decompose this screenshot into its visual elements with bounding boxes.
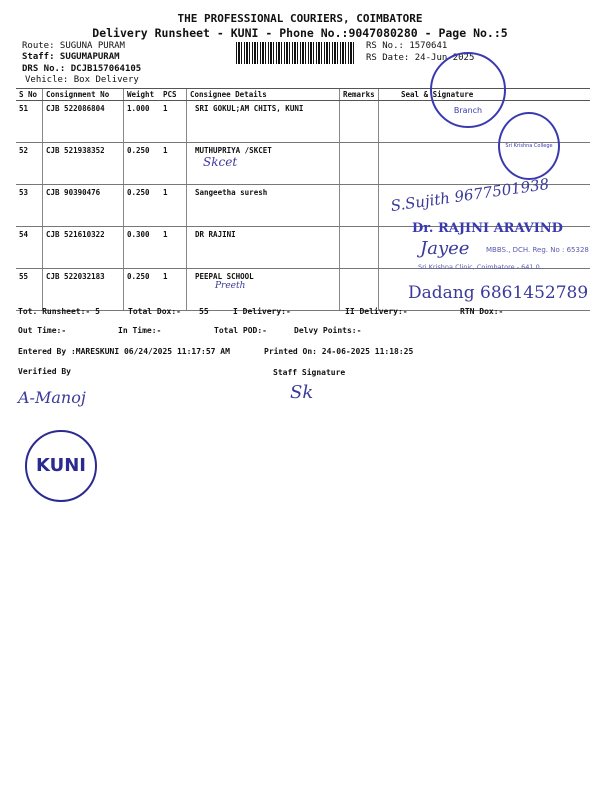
printed-on: Printed On: 24-06-2025 11:18:25 [264,347,414,356]
total-pod: Total POD:- [214,326,267,335]
pcs: 1 [160,101,187,143]
verified-by-label: Verified By [18,367,71,376]
pcs: 1 [160,143,187,185]
i-delivery: I Delivery:- [233,307,291,316]
runsheet-table [16,88,590,311]
remarks [340,101,379,143]
weight: 0.300 [124,227,161,269]
entered-by: Entered By :MARESKUNI 06/24/2025 11:17:57 AM [18,347,230,356]
staff-signature: Sk [290,382,314,403]
pcs: 1 [160,185,187,227]
sno: 55 [16,269,43,311]
consignee: Sangeetha suresh [187,185,340,227]
company-title: THE PROFESSIONAL COURIERS, COIMBATORE [177,12,423,25]
route: Route: SUGUNA PURAM [22,41,125,51]
consignee-name: PEEPAL SCHOOL [195,272,254,281]
consignee: DR RAJINI [187,227,340,269]
kuni-stamp: KUNI [25,430,97,502]
handwritten-note: Preeth [215,281,246,291]
in-time: In Time:- [118,326,162,335]
sno: 53 [16,185,43,227]
pcs: 1 [160,227,187,269]
doctor-stamp-name: Dr. RAJINI ARAVIND [412,221,563,236]
weight: 0.250 [124,185,161,227]
col-consignee: Consignee Details [187,89,340,101]
runsheet-subtitle: Delivery Runsheet - KUNI - Phone No.:9047080280 - Page No.:5 [92,26,508,40]
remarks [340,269,379,311]
signature-row-55: Dadang 6861452789 [408,283,589,303]
sno: 51 [16,101,43,143]
consignment-no: CJB 521938352 [43,143,124,185]
pcs: 1 [160,269,187,311]
ii-delivery: II Delivery:- [345,307,408,316]
consignment-no: CJB 521610322 [43,227,124,269]
staff: Staff: SUGUMAPURAM [22,52,120,62]
consignee-name: MUTHUPRIYA /SKCET [195,146,272,155]
doctor-stamp-reg: MBBS., DCH. Reg. No : 65328 [486,246,589,254]
delvy-points: Delvy Points:- [294,326,362,335]
weight: 1.000 [124,101,161,143]
out-time: Out Time:- [18,326,67,335]
signature-row-53: S.Sujith 9677501938 [389,174,551,216]
college-seal-stamp: Sri Krishna College [498,112,560,180]
col-remarks: Remarks [340,89,379,101]
col-seal: Seal & Signature [379,89,591,101]
rtn-dox: RTN Dox:- [460,307,504,316]
rs-no: RS No.: 1570641 [366,41,448,51]
col-pcs: PCS [160,89,187,101]
verified-signature: A-Manoj [18,388,86,407]
sno: 52 [16,143,43,185]
tot-runsheet: Tot. Runsheet:- 5 [18,307,100,316]
consignee [187,269,340,311]
col-sno: S No [16,89,43,101]
weight: 0.250 [124,143,161,185]
remarks [340,143,379,185]
staff-signature-label: Staff Signature [273,368,346,377]
remarks [340,227,379,269]
consignment-no: CJB 90390476 [43,185,124,227]
handwritten-note: Skcet [203,155,238,169]
consignment-no: CJB 522086804 [43,101,124,143]
col-consignment: Consignment No [43,89,124,101]
doctor-stamp-clinic: Sri Krishna Clinic, Coimbatore - 641 0.. [418,263,544,271]
weight: 0.250 [124,269,161,311]
total-dox-label: Total Dox:- [128,307,181,316]
remarks [340,185,379,227]
consignee: SRI GOKUL;AM CHITS, KUNI [187,101,340,143]
consignee [187,143,340,185]
total-dox: 55 [199,307,209,316]
vehicle: Vehicle: Box Delivery [25,75,139,85]
sno: 54 [16,227,43,269]
consignment-no: CJB 522032183 [43,269,124,311]
barcode [236,42,356,64]
branch-seal-stamp: Branch [430,52,506,128]
drs-no: DRS No.: DCJB157064105 [22,64,142,74]
rs-date: RS Date: 24-Jun-2025 [366,53,475,63]
signature-row-54: Jayee [420,238,470,259]
col-weight: Weight [124,89,161,101]
